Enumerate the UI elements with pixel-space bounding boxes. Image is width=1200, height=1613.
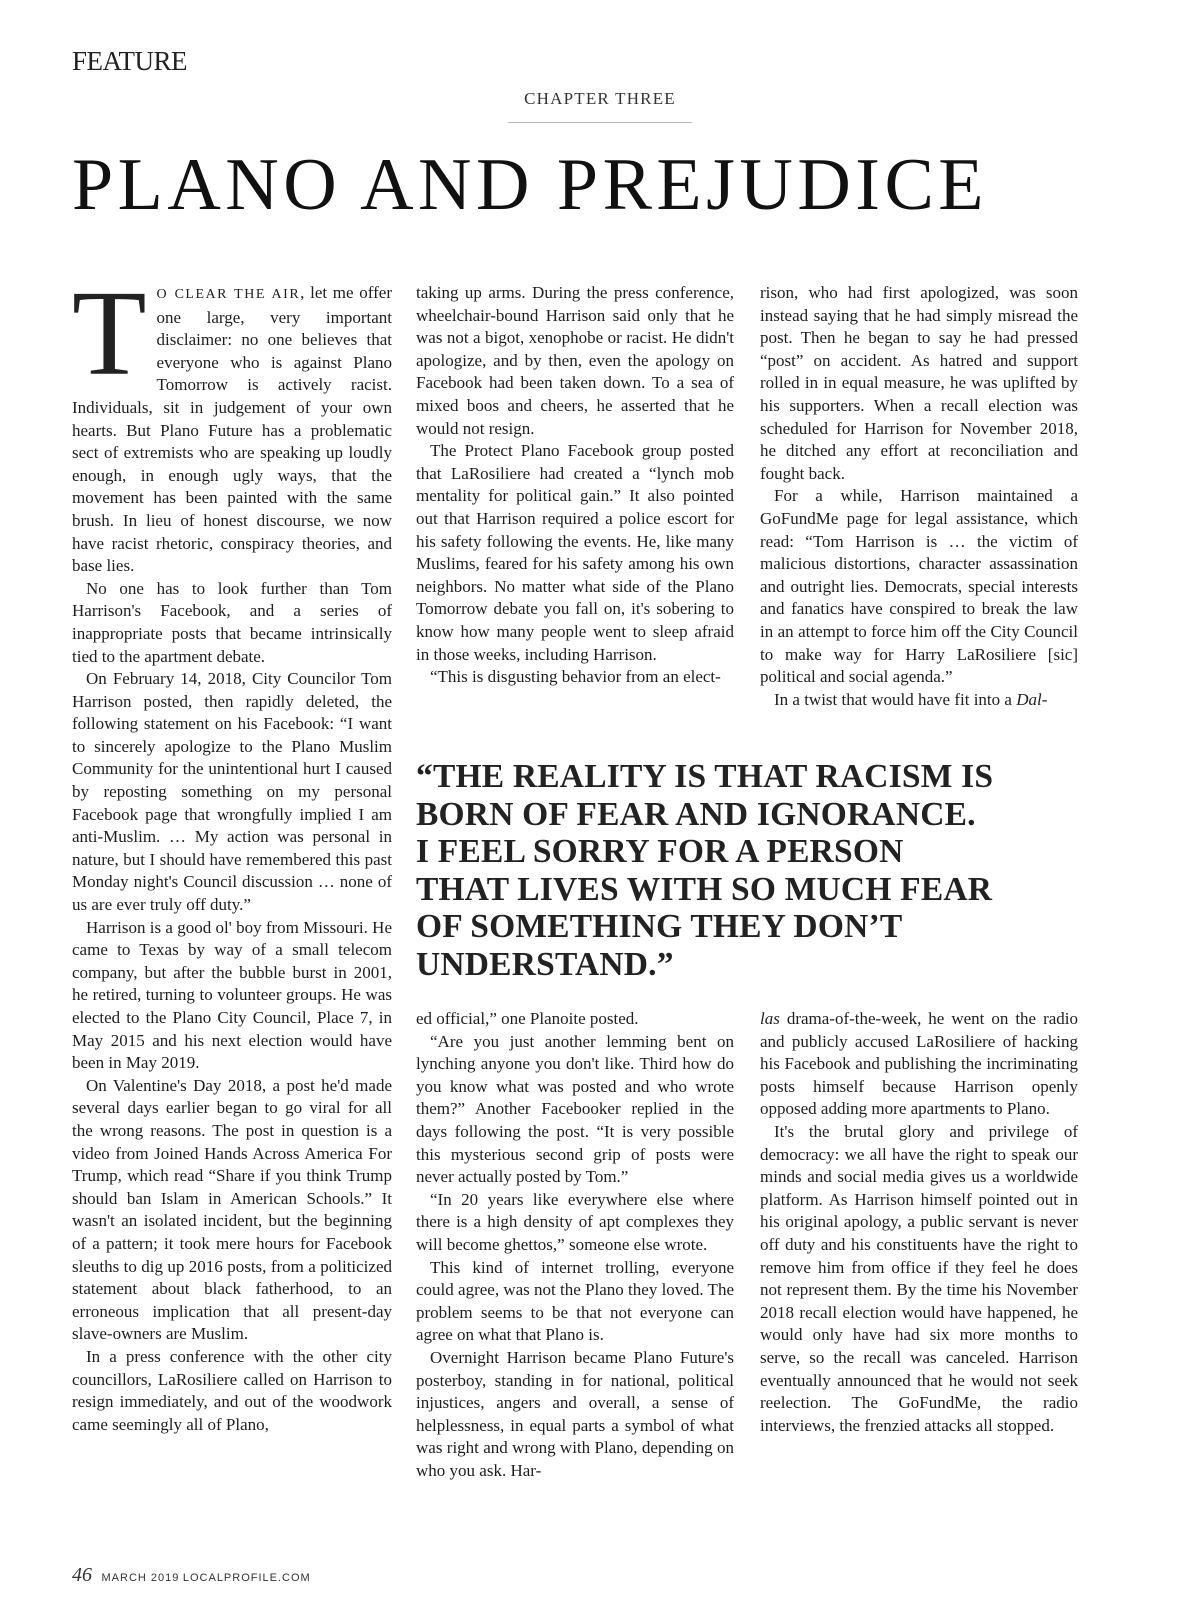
paragraph: Overnight Harrison became Plano Future's posterboy, standing in for national, political injustices, angers and overall, a sense of helplessness, in equal parts a symbol of what was right and wrong with Plano, depending on who you ask. Har- [416,1347,734,1480]
drop-cap: T [72,266,147,401]
italic-text: las [760,1009,780,1028]
paragraph: “This is disgusting behavior from an elect- [430,667,721,687]
article-column-3-top [760,282,1078,711]
chapter-label: CHAPTER THREE [524,89,676,108]
paragraph: rison, who had first apologized, was soon instead saying that he had simply misread the post. Then he began to say he had pressed “post” on accident. As hatred and support rolled in in equal measure, he was uplifted by his supporters. When a recall election was scheduled for Harrison for November 2018, he ditched any effort at reconciliation and fought back. [760,283,1078,483]
paragraph: For a while, Harrison maintained a GoFundMe page for legal assistance, which read: “Tom Harrison is … the victim of malicious distortions, character assassination and outright lies. Democrats, special interests and fanatics have conspired to break the law in an attempt to force him off the City Council to make way for Harry LaRosiliere [sic] political and social agenda.” [760,486,1078,687]
paragraph: Harrison is a good ol' boy from Missouri. He came to Texas by way of a small telecom company, but after the bubble burst in 2001, he retired, turning to volunteer groups. He was elected to the Plano City Council, Place 7, in May 2015 and his next election would have been in May 2019. [72,917,392,1073]
pull-quote-line: BORN OF FEAR AND IGNORANCE. [416,795,976,833]
article-column-3-bottom [760,1008,1078,1437]
chapter-divider [508,122,692,123]
paragraph [760,1008,1078,1121]
section-label: FEATURE [72,46,188,76]
paragraph: On Valentine's Day 2018, a post he'd made several days earlier began to go viral for all the wrong reasons. The post in question is a video from Joined Hands Across America For Trump, which read “Share if you think Trump should ban Islam in American Schools.” It wasn't an isolated incident, but the beginning of a pattern; it took mere hours for Facebook sleuths to dig up 2016 posts, from a politicized statement about black fatherhood, to an erroneous implication that all present-day slave-owners are Muslim. [72,1075,392,1344]
article-column-2-bottom [416,1008,734,1482]
lead-paragraph [72,266,392,578]
paragraph [760,689,1078,712]
paragraph: ed official,” one Planoite posted. [416,1009,639,1028]
paragraph: “Are you just another lemming bent on lynching anyone you don't like. Third how do you know what was posted and who wrote them?” Another Facebooker replied in the days following the post. “It is very possible this mysterious second grip of posts were never actually posted by Tom.” [416,1031,734,1187]
page-footer [72,1564,311,1587]
site-name: LOCALPROFILE.COM [182,1572,311,1584]
paragraph: The Protect Plano Facebook group posted that LaRosiliere had created a “lynch mob mentality for political gain.” It also pointed out that Harrison required a police escort for his safety following the events. He, like many Muslims, feared for his safety among his own neighbors. No matter what side of the Plano Tomorrow debate you fall on, it's sobering to know how many people went to sleep afraid in those weeks, including Harrison. [416,441,734,664]
paragraph: On February 14, 2018, City Councilor Tom Harrison posted, then rapidly deleted, the following statement on his Facebook: “I want to sincerely apologize to the Plano Muslim Community for the unintentional hurt I caused by reposting something on my personal Facebook page that wrongfully implied I am anti-Muslim. … My action was personal in nature, but I should have remembered this past Monday night's Council discussion … none of us are ever truly off duty.” [72,669,392,915]
paragraph-text: drama-of-the-week, he went on the radio and publicly accused LaRosiliere of hacking his Facebook and publishing the incriminating posts himself because Harrison openly opposed adding more apartments to Plano. [760,1009,1078,1119]
page-number: 46 [72,1564,92,1586]
pull-quote-line: THAT LIVES WITH SO MUCH FEAR [416,870,993,908]
pull-quote-line: OF SOMETHING THEY DON’T [416,908,903,945]
italic-text: Dal- [1016,689,1048,709]
pull-quote-line: I FEEL SORRY FOR A PERSON [416,833,904,870]
article-title: PLANO AND PREJUDICE [72,144,989,226]
article-column-2-top [416,282,734,689]
pull-quote-line: UNDERSTAND.” [416,945,674,983]
article-column-1 [72,266,392,1436]
paragraph: It's the brutal glory and privilege of democracy: we all have the right to speak our minds and social media gives us a worldwide platform. As Harrison himself pointed out in his original apology, a public servant is never off duty and his constituents have the right to remove him from office if they feel he does not represent them. By the time his November 2018 recall election would have happened, he would only have had six more months to serve, so the recall was canceled. Harrison eventually announced that he would not seek reelection. The GoFundMe, the radio interviews, the frenzied attacks all stopped. [760,1121,1078,1435]
pull-quote [416,758,1076,983]
paragraph: No one has to look further than Tom Harrison's Facebook, and a series of inappropriate posts that became intrinsically tied to the apartment debate. [72,578,392,666]
paragraph: “In 20 years like everywhere else where there is a high density of apt complexes they will become ghettos,” someone else wrote. [416,1189,734,1254]
lead-in: O CLEAR THE AIR [156,287,301,302]
paragraph-text: , let me offer one large, very important disclaimer: no one believes that everyone who is against Plano Tomorrow is actively racist. Individuals, sit in judgement of your own hearts. But Plano Future has a problematic sect of extremists who are speaking up loudly enough, in enough ugly ways, that the movement has been painted with the same brush. In lieu of honest discourse, we now have racist rhetoric, conspiracy theories, and base lies. [72,283,392,576]
paragraph: taking up arms. During the press conference, wheelchair-bound Harrison said only that he was not a bigot, xenophobe or racist. He didn't apologize, and by then, even the apology on Facebook had been taken down. To a sea of mixed boos and cheers, he asserted that he would not resign. [416,283,734,438]
paragraph-text: In a twist that would have fit into a [774,689,1017,709]
issue-date: MARCH 2019 [101,1572,180,1584]
paragraph: In a press conference with the other city councillors, LaRosiliere called on Harrison to resign immediately, and out of the woodwork came seemingly all of Plano, [72,1346,392,1434]
pull-quote-line: “THE REALITY IS THAT RACISM IS [416,758,994,795]
paragraph: This kind of internet trolling, everyone could agree, was not the Plano they loved. The problem seems to be that not everyone can agree on what that Plano is. [416,1257,734,1345]
